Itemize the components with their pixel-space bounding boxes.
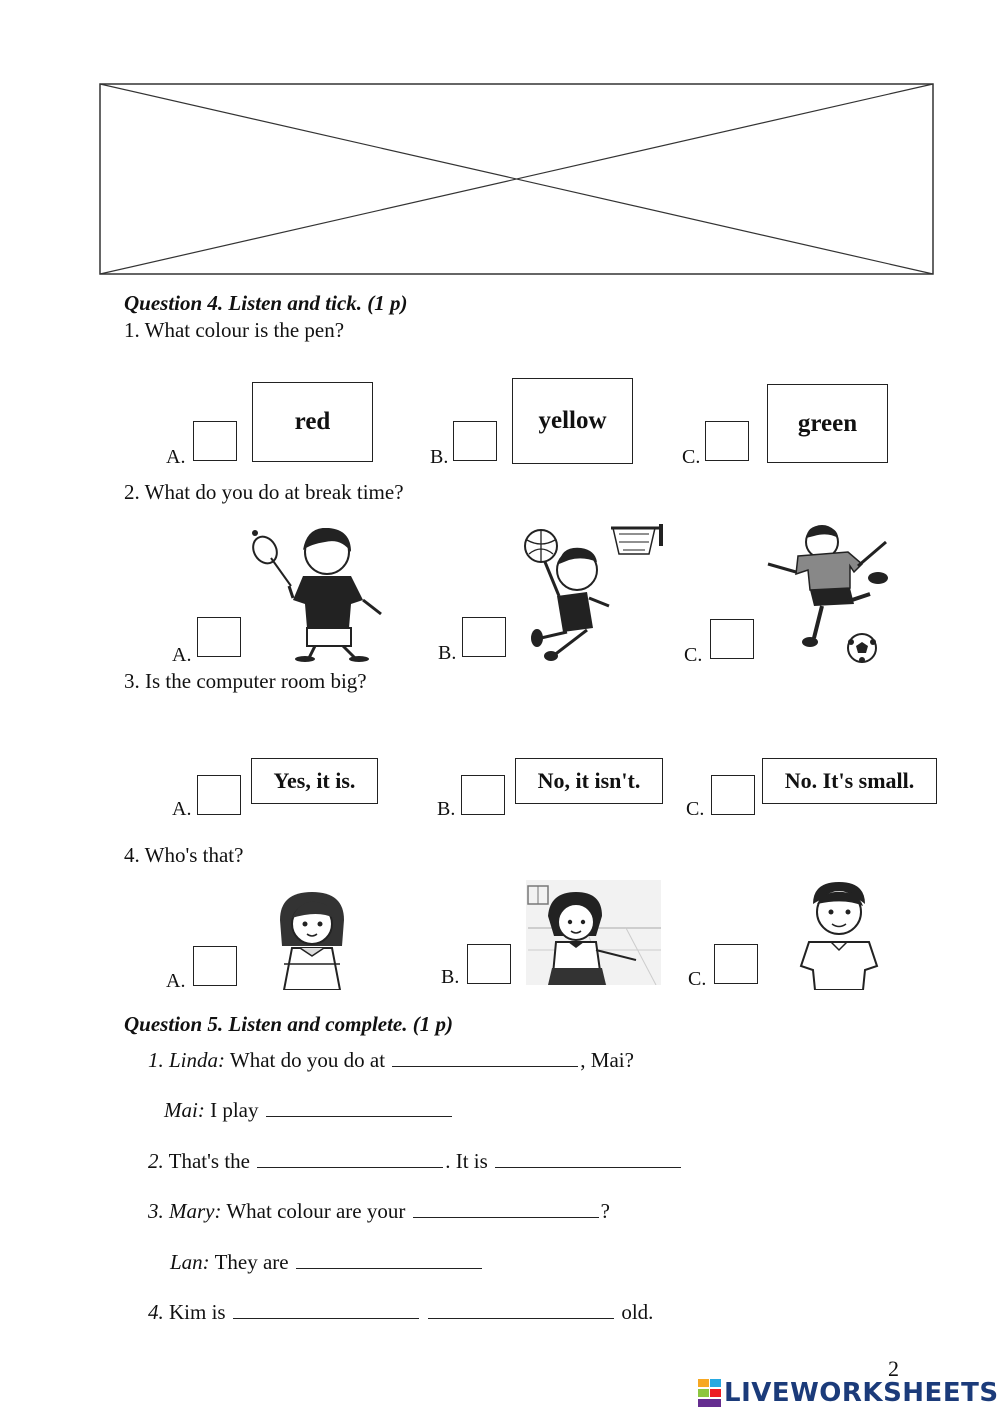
question-4-title: Question 4. Listen and tick. (1 p) bbox=[124, 291, 408, 315]
q5-line-4 bbox=[148, 1300, 653, 1325]
q4-2-option-a-letter: A. bbox=[172, 644, 192, 666]
q4-2-option-b-letter: B. bbox=[438, 642, 457, 664]
q5-blank-4[interactable] bbox=[495, 1149, 681, 1168]
q5-line-1-speaker: Linda: bbox=[169, 1048, 226, 1072]
q5-line-2-text-mid: . It is bbox=[445, 1149, 488, 1173]
q4-4-option-b-checkbox[interactable] bbox=[467, 944, 511, 984]
q5-line-1-text-post: , Mai? bbox=[580, 1048, 634, 1072]
q5-blank-7[interactable] bbox=[233, 1300, 419, 1319]
q4-2-option-c-checkbox[interactable] bbox=[710, 619, 754, 659]
q4-item-1-prompt: 1. What colour is the pen? bbox=[124, 318, 345, 342]
q4-3-option-c-answer: No. It's small. bbox=[762, 758, 937, 804]
q4-3-option-b-checkbox[interactable] bbox=[461, 775, 505, 815]
girl-classroom-icon bbox=[526, 880, 661, 985]
q4-3-option-b-answer: No, it isn't. bbox=[515, 758, 663, 804]
question-5-title: Question 5. Listen and complete. (1 p) bbox=[124, 1012, 453, 1036]
q4-4-option-a-checkbox[interactable] bbox=[193, 946, 237, 986]
q5-line-3b-text-pre: They are bbox=[214, 1250, 289, 1274]
q5-line-1b-text-pre: I play bbox=[210, 1098, 259, 1122]
q5-line-3-text-post: ? bbox=[600, 1199, 610, 1223]
q5-line-1b-speaker: Mai: bbox=[164, 1098, 205, 1122]
q4-4-option-a-letter: A. bbox=[166, 970, 186, 992]
basketball-boy-icon bbox=[515, 520, 665, 662]
q5-line-4-text-pre: Kim is bbox=[169, 1300, 226, 1324]
liveworksheets-brand-text: LIVEWORKSHEETS bbox=[724, 1378, 999, 1408]
q4-2-option-c-letter: C. bbox=[684, 644, 703, 666]
q5-blank-3[interactable] bbox=[257, 1149, 443, 1168]
q4-1-option-c-checkbox[interactable] bbox=[705, 421, 749, 461]
q4-2-option-a-checkbox[interactable] bbox=[197, 617, 241, 657]
q4-3-option-c-letter: C. bbox=[686, 798, 705, 820]
q5-blank-8[interactable] bbox=[428, 1300, 614, 1319]
q4-1-option-c-word: green bbox=[767, 384, 888, 463]
q5-blank-6[interactable] bbox=[296, 1250, 482, 1269]
girl-icon bbox=[270, 890, 375, 990]
liveworksheets-logo-icon bbox=[698, 1379, 722, 1407]
q5-line-3-number: 3. bbox=[148, 1199, 164, 1223]
q4-3-option-b-letter: B. bbox=[437, 798, 456, 820]
q5-line-1-number: 1. bbox=[148, 1048, 164, 1072]
q5-line-2-number: 2. bbox=[148, 1149, 164, 1173]
q5-line-4-text-post: old. bbox=[621, 1300, 654, 1324]
q4-item-2-prompt: 2. What do you do at break time? bbox=[124, 480, 404, 504]
q5-blank-1[interactable] bbox=[392, 1048, 578, 1067]
q4-4-option-c-letter: C. bbox=[688, 968, 707, 990]
q5-line-4-number: 4. bbox=[148, 1300, 164, 1324]
q4-item-3-prompt: 3. Is the computer room big? bbox=[124, 669, 367, 693]
q4-3-option-c-checkbox[interactable] bbox=[711, 775, 755, 815]
q5-line-2 bbox=[148, 1149, 683, 1174]
q4-1-option-b-word: yellow bbox=[512, 378, 633, 464]
q5-line-2-text-pre: That's the bbox=[168, 1149, 250, 1173]
q5-line-1-linda bbox=[148, 1048, 634, 1073]
q5-blank-5[interactable] bbox=[413, 1199, 599, 1218]
q5-blank-2[interactable] bbox=[266, 1098, 452, 1117]
q4-1-option-a-word: red bbox=[252, 382, 373, 462]
q4-4-option-c-checkbox[interactable] bbox=[714, 944, 758, 984]
liveworksheets-logo bbox=[698, 1378, 999, 1408]
q5-line-3-mary bbox=[148, 1199, 610, 1224]
boy-icon bbox=[795, 878, 890, 990]
q5-line-3b-speaker: Lan: bbox=[170, 1250, 210, 1274]
q5-line-3-lan bbox=[170, 1250, 484, 1275]
q4-item-4-prompt: 4. Who's that? bbox=[124, 843, 244, 867]
football-boy-icon bbox=[762, 522, 900, 664]
q4-1-option-a-letter: A. bbox=[166, 446, 186, 468]
q4-3-option-a-checkbox[interactable] bbox=[197, 775, 241, 815]
q4-3-option-a-letter: A. bbox=[172, 798, 192, 820]
q5-line-1-mai bbox=[164, 1098, 454, 1123]
page-number: 2 bbox=[888, 1356, 899, 1381]
q5-line-1-text-pre: What do you do at bbox=[229, 1048, 386, 1072]
q4-1-option-c-letter: C. bbox=[682, 446, 701, 468]
q4-1-option-b-checkbox[interactable] bbox=[453, 421, 497, 461]
q4-2-option-b-checkbox[interactable] bbox=[462, 617, 506, 657]
q4-3-option-a-answer: Yes, it is. bbox=[251, 758, 378, 804]
q4-1-option-a-checkbox[interactable] bbox=[193, 421, 237, 461]
q4-1-option-b-letter: B. bbox=[430, 446, 449, 468]
q5-line-3-text-pre: What colour are your bbox=[226, 1199, 406, 1223]
badminton-boy-icon bbox=[245, 528, 387, 662]
q4-4-option-b-letter: B. bbox=[441, 966, 460, 988]
image-placeholder bbox=[99, 83, 934, 275]
q5-line-3-speaker: Mary: bbox=[169, 1199, 222, 1223]
